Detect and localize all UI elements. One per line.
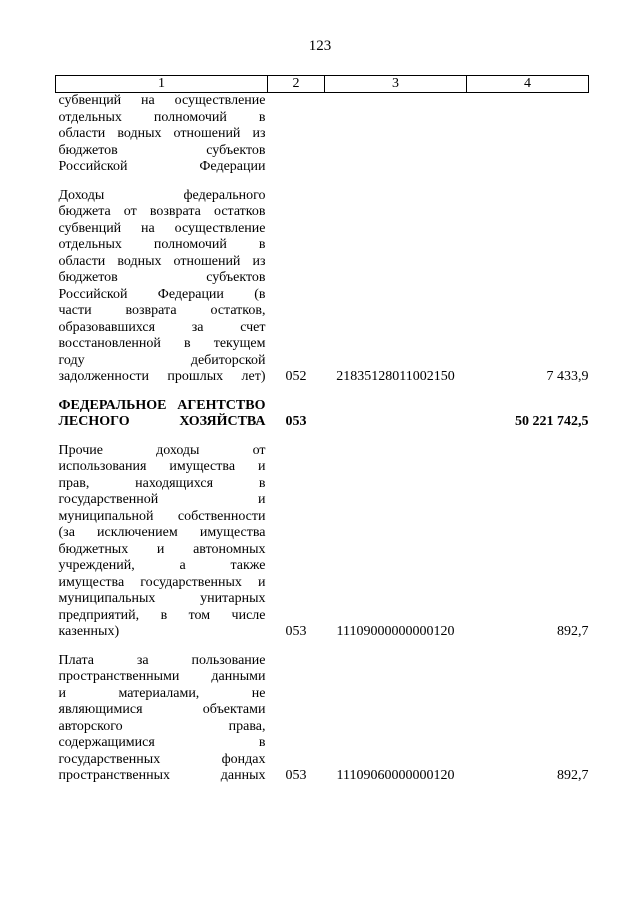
row-amount xyxy=(467,93,589,176)
row-name-line: Доходы федерального xyxy=(58,187,266,203)
row-spacer xyxy=(56,386,589,398)
row-name-line: государственной и xyxy=(58,492,266,507)
row-name xyxy=(56,443,268,641)
row-amount: 7 433,9 xyxy=(546,369,589,384)
header-col-3: 3 xyxy=(325,76,467,93)
header-col-4: 4 xyxy=(467,76,589,93)
row-budget-classification-code: 11109060000000120 xyxy=(336,768,455,783)
row-name-line: отдельных полномочий в xyxy=(58,237,266,252)
row-admin-code: 053 xyxy=(285,768,307,783)
row-name-line: содержащимися в xyxy=(58,735,266,750)
row-name-line: бюджетных и автономных xyxy=(58,541,266,557)
row-name-line: имущества государственных и xyxy=(58,574,266,590)
row-name-line: муниципальных унитарных xyxy=(58,591,266,606)
row-name-line: бюджетов субъектов xyxy=(58,270,266,285)
row-name-line: пространственных данных xyxy=(58,768,266,783)
table-row xyxy=(56,443,589,641)
page-number: 123 xyxy=(308,38,332,54)
row-name-line: казенных) xyxy=(58,624,120,639)
row-name-line: (за исключением имущества xyxy=(58,525,266,540)
row-name xyxy=(56,93,268,176)
row-name-line: области водных отношений из xyxy=(58,126,266,141)
row-amount: 892,7 xyxy=(557,624,589,639)
row-name-line: муниципальной собственности xyxy=(58,508,266,524)
header-col-2: 2 xyxy=(268,76,325,93)
row-name-line: авторского права, xyxy=(58,718,266,734)
row-name-line: пространственными данными xyxy=(58,669,266,684)
row-budget-classification-code xyxy=(325,93,467,176)
row-name-line: являющимися объектами xyxy=(58,702,266,717)
table-row xyxy=(56,188,589,386)
row-spacer xyxy=(56,641,589,653)
row-name-line: предприятий, в том числе xyxy=(58,607,266,623)
row-name-line: области водных отношений из xyxy=(58,253,266,269)
row-name-line: субвенций на осуществление xyxy=(58,220,266,236)
row-name-line: использования имущества и xyxy=(58,459,266,474)
row-amount: 50 221 742,5 xyxy=(515,414,589,429)
row-spacer xyxy=(56,176,589,188)
row-spacer xyxy=(56,431,589,443)
row-name-line: государственных фондах xyxy=(58,751,266,767)
row-name-line: Российской Федерации (в xyxy=(58,286,266,302)
row-name-line: учреждений, а также xyxy=(58,558,266,573)
row-admin-code: 053 xyxy=(285,624,307,639)
row-name-line: году дебиторской xyxy=(58,352,266,368)
row-name xyxy=(56,188,268,386)
row-name-line: бюджета от возврата остатков xyxy=(58,204,266,219)
row-name-line: ЛЕСНОГО ХОЗЯЙСТВА xyxy=(58,414,266,429)
row-name-line: образовавшихся за счет xyxy=(58,319,266,335)
row-name-line: и материалами, не xyxy=(58,685,266,701)
row-name-line: прав, находящихся в xyxy=(58,475,266,491)
row-name-line: Российской Федерации xyxy=(58,159,266,174)
row-name-line: Прочие доходы от xyxy=(58,442,266,458)
row-name-line: восстановленной в текущем xyxy=(58,336,266,351)
budget-table xyxy=(55,75,589,785)
row-name-line: отдельных полномочий в xyxy=(58,109,266,125)
row-budget-classification-code: 11109000000000120 xyxy=(336,624,455,639)
row-name-line: ФЕДЕРАЛЬНОЕ АГЕНТСТВО xyxy=(58,397,266,413)
table-row xyxy=(56,93,589,176)
table-row xyxy=(56,653,589,785)
row-name xyxy=(56,398,268,431)
row-amount: 892,7 xyxy=(557,768,589,783)
row-budget-classification-code xyxy=(325,398,467,431)
row-admin-code xyxy=(268,93,325,176)
table-header-row xyxy=(56,76,589,93)
row-budget-classification-code: 21835128011002150 xyxy=(336,369,455,384)
row-name-line: задолженности прошлых лет) xyxy=(58,369,266,384)
row-name-line: Плата за пользование xyxy=(58,652,266,668)
header-col-1: 1 xyxy=(56,76,268,93)
row-name-line: части возврата остатков, xyxy=(58,303,266,318)
row-admin-code: 053 xyxy=(285,414,307,429)
row-name xyxy=(56,653,268,785)
row-name-line: бюджетов субъектов xyxy=(58,142,266,158)
table-row xyxy=(56,398,589,431)
row-admin-code: 052 xyxy=(285,369,307,384)
row-name-line: субвенций на осуществление xyxy=(58,93,266,108)
